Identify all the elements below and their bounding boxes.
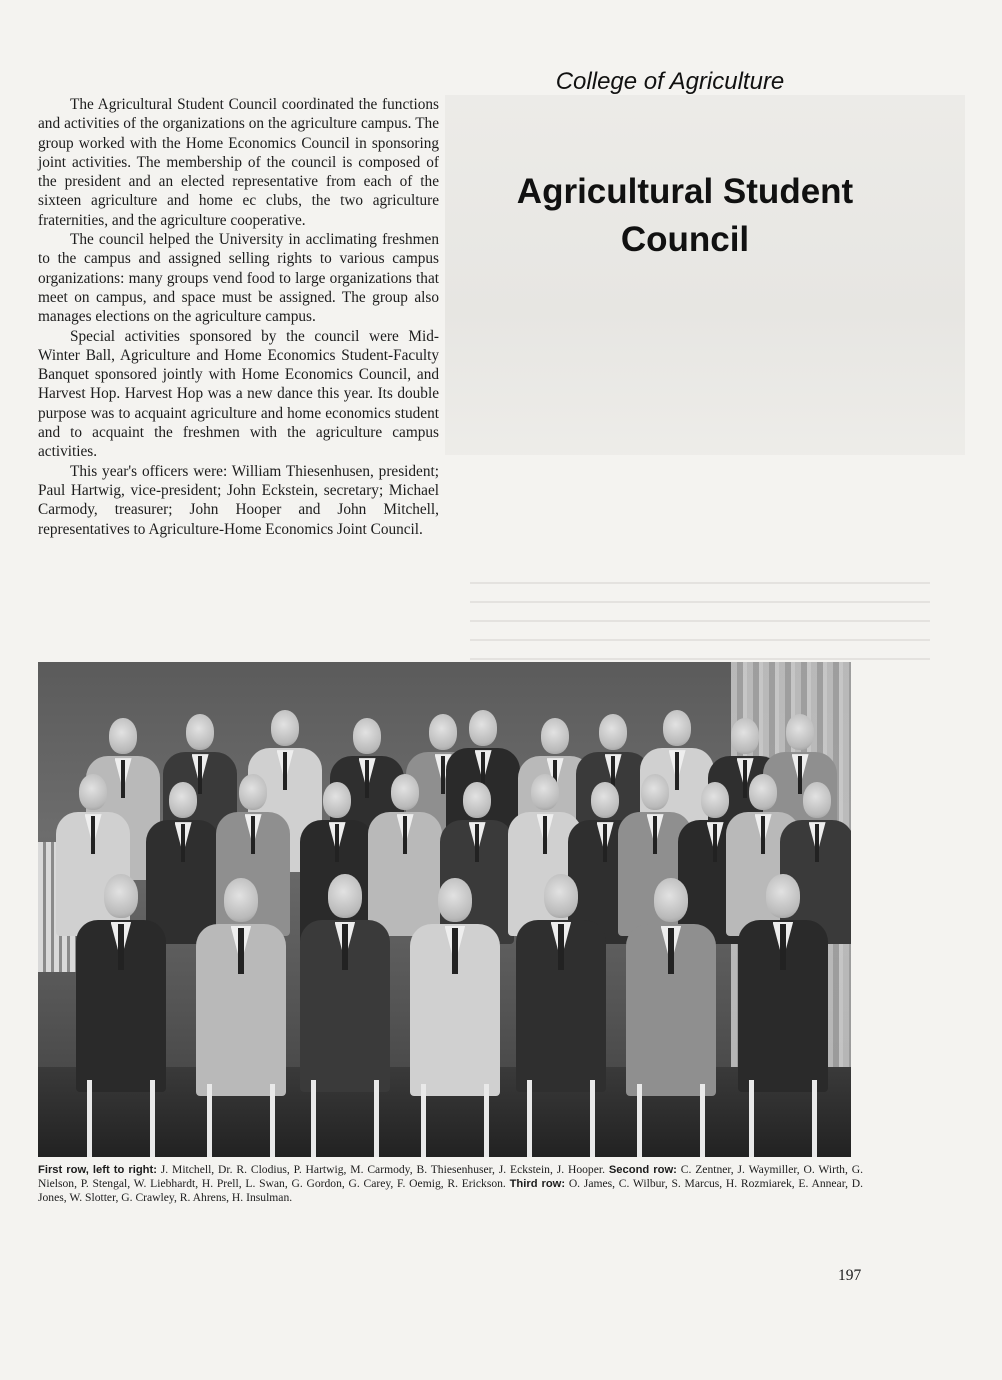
page-number: 197 (838, 1267, 862, 1284)
caption-row-names: C. Zentner, J. Waymiller, O. Wirth, G. Nielson, P. Stengal, W. Liebhardt, H. Prell, L. Swan, G. Gordon, G. Carey, F. Oemig, R. Erickson. (38, 1163, 863, 1190)
chair-leg (812, 1080, 817, 1157)
chair-leg (270, 1084, 275, 1157)
page-title-line: Agricultural Student (516, 172, 854, 211)
page-title-line: Council (620, 220, 750, 259)
article-paragraph: The council helped the University in acclimating freshmen to the campus and assigned selling rights to various campus organizations: many groups vend food to large organizations that meet on campus, and space must be assigned. The group also manages elections on the agriculture campus. (38, 231, 439, 326)
group-photo (38, 662, 851, 1157)
caption-row-label: First row, left to right: (38, 1164, 157, 1176)
chair-leg (700, 1084, 705, 1157)
caption-row-label: Third row: (509, 1178, 566, 1190)
chair-leg (637, 1084, 642, 1157)
bleed-through-photo (445, 95, 965, 455)
caption-row-label: Second row: (608, 1164, 677, 1176)
chair-leg (421, 1084, 426, 1157)
article-body (38, 95, 439, 539)
chair-leg (207, 1084, 212, 1157)
page-title (480, 168, 890, 264)
chair-leg (527, 1080, 532, 1157)
photo-caption (38, 1163, 863, 1205)
article-paragraph: This year's officers were: William Thiesenhusen, president; Paul Hartwig, vice-president; John Eckstein, secretary; Michael Carmody, treasurer; John Hooper and John Mitchell, representatives to Agriculture-Home Economics Joint Council. (38, 462, 439, 538)
section-kicker: College of Agriculture (555, 68, 785, 95)
article-paragraph: The Agricultural Student Council coordinated the functions and activities of the organizations on the agriculture campus. The group worked with the Home Economics Council in sponsoring joint activities. The membership of the council is composed of the president and an elected representative from each of the sixteen agriculture and home ec clubs, the two agriculture fraternities, and the agriculture cooperative. (38, 96, 439, 229)
chair-leg (150, 1080, 155, 1157)
caption-row-names: O. James, C. Wilbur, S. Marcus, H. Rozmiarek, E. Annear, D. Jones, W. Slotter, G. Crawley, R. Ahrens, H. Insulman. (38, 1177, 863, 1204)
caption-row-names: J. Mitchell, Dr. R. Clodius, P. Hartwig, M. Carmody, B. Thiesenhuser, J. Eckstein, J. Hooper. (160, 1163, 605, 1176)
chair-leg (374, 1080, 379, 1157)
chair-leg (87, 1080, 92, 1157)
chair-leg (311, 1080, 316, 1157)
chair-leg (590, 1080, 595, 1157)
article-paragraph: Special activities sponsored by the council were Mid-Winter Ball, Agriculture and Home Economics Student-Faculty Banquet sponsored jointly with Home Economics Council, and Harvest Hop. Harvest Hop was a new dance this year. Its double purpose was to acquaint agriculture and home economics student and to acquaint the freshmen with the agriculture campus activities. (38, 327, 439, 461)
bleed-through-text (470, 572, 930, 662)
chair-leg (749, 1080, 754, 1157)
chair-leg (484, 1084, 489, 1157)
